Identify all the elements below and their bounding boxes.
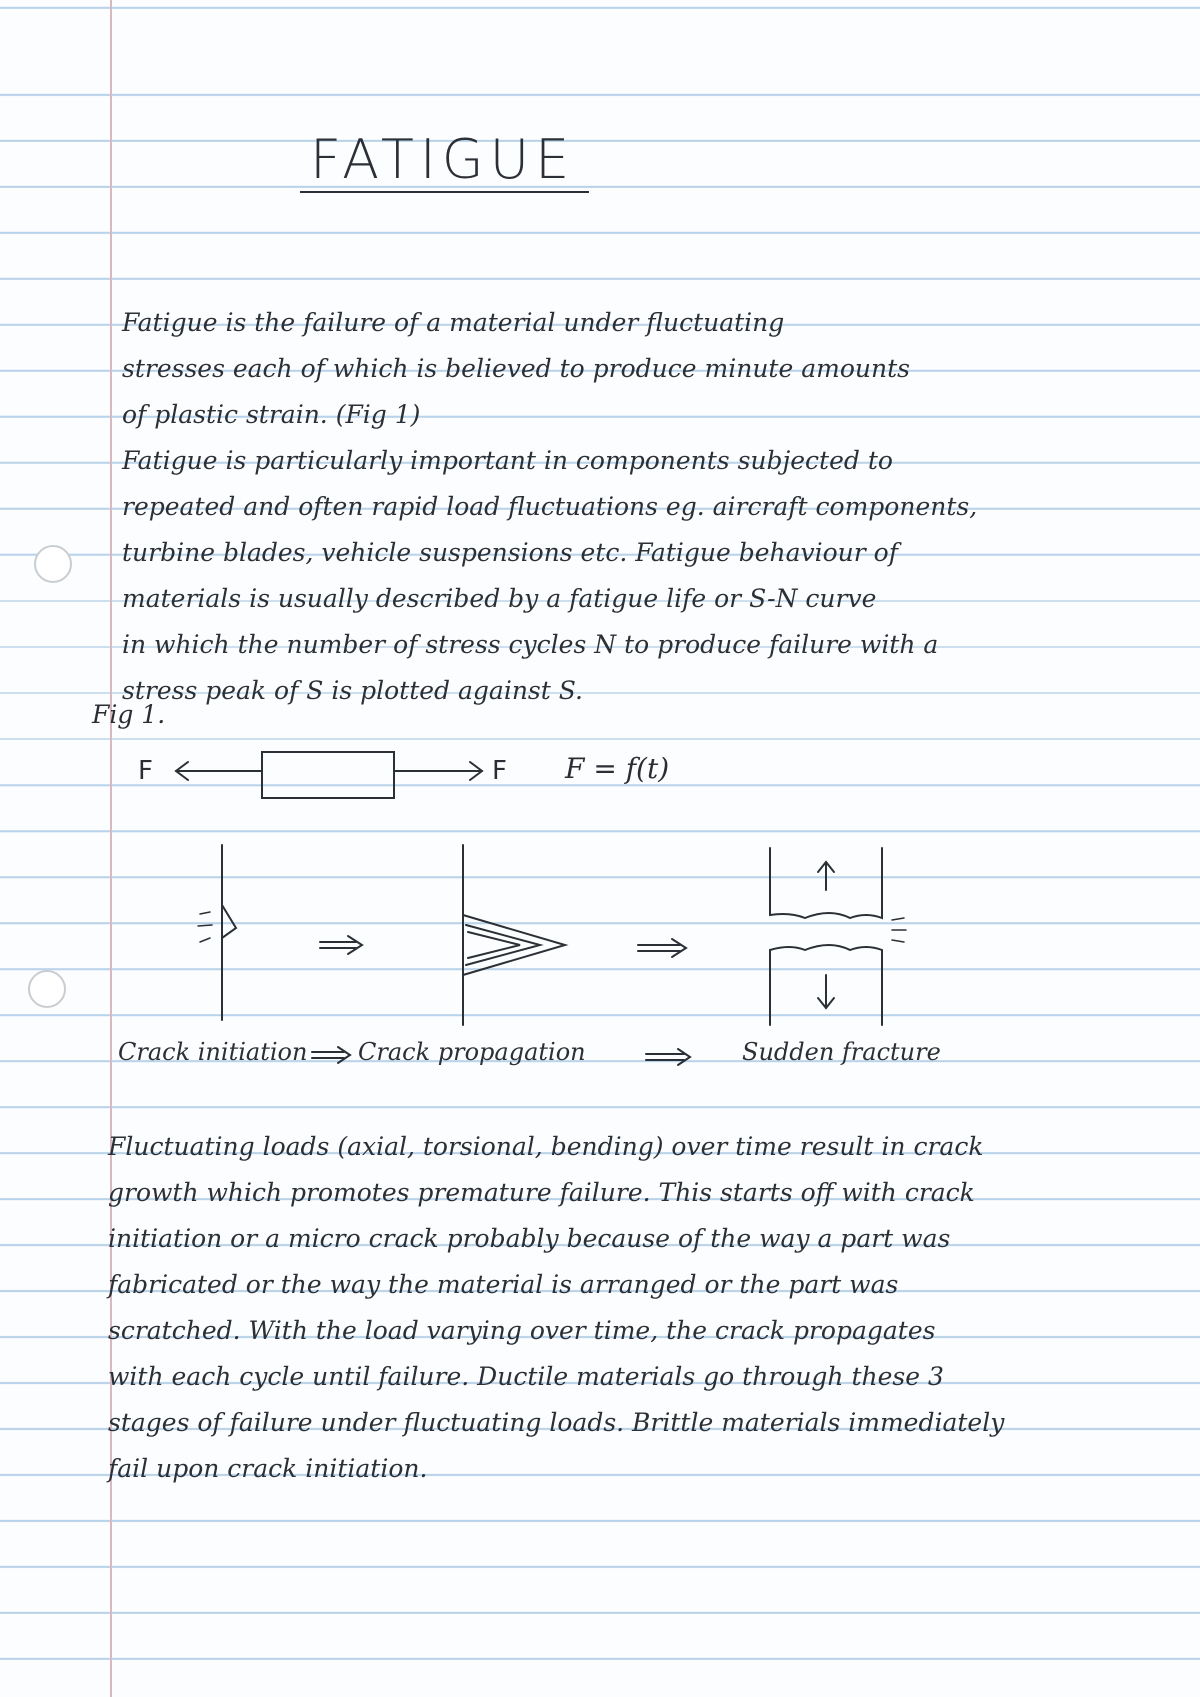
page-title: FATIGUE — [300, 128, 589, 193]
propagation-crack-inner — [468, 932, 520, 958]
text-line: Fatigue is particularly important in components subjected to — [122, 446, 893, 475]
specimen-bar — [262, 752, 394, 798]
initiation-crack — [222, 905, 236, 938]
load-formula: F = f(t) — [565, 752, 670, 785]
text-line: fail upon crack initiation. — [108, 1454, 428, 1483]
text-line: Fluctuating loads (axial, torsional, bending) over time result in crack — [108, 1132, 984, 1161]
text-line: materials is usually described by a fatigue life or S-N curve — [122, 584, 877, 613]
text-line: scratched. With the load varying over time, the crack propagates — [108, 1316, 936, 1345]
propagation-crack-outer — [463, 915, 565, 975]
text-line: repeated and often rapid load fluctuations eg. aircraft components, — [122, 492, 978, 521]
figure-label: Fig 1. — [92, 700, 166, 729]
text-line: stages of failure under fluctuating loads. Brittle materials immediately — [108, 1408, 1005, 1437]
text-line: initiation or a micro crack probably because of the way a part was — [108, 1224, 951, 1253]
text-line: growth which promotes premature failure. This starts off with crack — [108, 1178, 975, 1207]
initiation-marks — [198, 912, 212, 942]
text-line: in which the number of stress cycles N to produce failure with a — [122, 630, 939, 659]
caption-crack-initiation: Crack initiation — [118, 1038, 308, 1066]
stage-arrow-2 — [638, 939, 686, 957]
force-label-left: F — [138, 756, 153, 786]
explanation-paragraph — [108, 1124, 1158, 1492]
text-line: fabricated or the way the material is arranged or the part was — [108, 1270, 899, 1299]
caption-sudden-fracture: Sudden fracture — [742, 1038, 941, 1066]
fracture-marks — [892, 918, 906, 942]
caption-arrow-2 — [646, 1049, 690, 1065]
text-line: turbine blades, vehicle suspensions etc. Fatigue behaviour of — [122, 538, 898, 567]
caption-crack-propagation: Crack propagation — [358, 1038, 586, 1066]
text-line: stresses each of which is believed to produce minute amounts — [122, 354, 910, 383]
text-line: with each cycle until failure. Ductile materials go through these 3 — [108, 1362, 944, 1391]
text-line: Fatigue is the failure of a material under fluctuating — [122, 308, 785, 337]
text-line: stress peak of S is plotted against S. — [122, 676, 583, 705]
force-label-right: F — [492, 756, 507, 786]
text-line: of plastic strain. (Fig 1) — [122, 400, 421, 429]
stage-arrow-1 — [320, 936, 362, 954]
caption-arrow-1 — [312, 1047, 350, 1063]
propagation-crack-mid — [466, 925, 540, 965]
